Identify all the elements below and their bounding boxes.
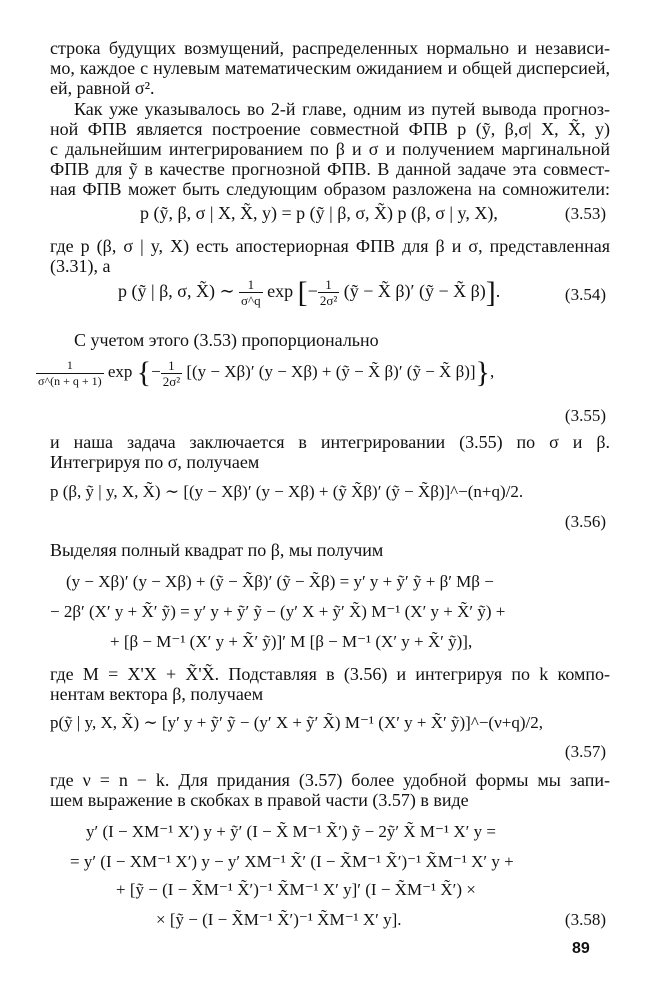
paragraph-line: С учетом этого (3.53) пропорционально <box>74 330 379 350</box>
paragraph-line: где ν = n − k. Для придания (3.57) более удобной формы мы запи- <box>50 770 610 790</box>
paragraph-line: где p (β, σ | y, X) есть апостериорная ФПВ для β и σ, представленная <box>50 236 610 256</box>
fraction: $\frac{1}{\text{2σ²}}$ <box>162 357 181 389</box>
paragraph-line: Выделяя полный квадрат по β, мы получим <box>50 540 384 560</box>
equation-line: = y′ (I − XM⁻¹ X′) y − y′ XM⁻¹ X̃′ (I − X̃M⁻¹ X̃′)⁻¹ X̃M⁻¹ X′ y + <box>70 852 514 871</box>
paragraph-line: где M = X'X + X̃'X̃. Подставляя в (3.56) и интегрируя по k компо- <box>50 664 610 684</box>
equation-3-56: p (β, ỹ | y, X, X̃) ∼ [(y − Xβ)′ (y − Xβ) + (ỹ X̃β)′ (ỹ − X̃β)]^−(n+q)/2. <box>50 482 524 501</box>
paragraph-line: нентам вектора β, получаем <box>50 684 264 704</box>
paragraph-line: (3.31), а <box>50 256 111 276</box>
exp-function: exp <box>267 281 294 301</box>
paragraph-line: ная ФПВ может быть следующим образом разложена на сомножители: <box>50 179 610 199</box>
paragraph-line: строка будущих возмущений, распределенных нормально и независи- <box>50 38 610 58</box>
fraction: $\frac{1}{\sigma\^{}q}$ <box>241 277 261 309</box>
equation-number: (3.55) <box>564 406 606 425</box>
equation-number: (3.58) <box>564 910 606 929</box>
paragraph-line: ФПВ для ỹ в качестве прогнозной ФПВ. В данной задаче эта совмест- <box>50 159 610 179</box>
equation-number: (3.54) <box>564 285 606 304</box>
equation-number: (3.57) <box>564 742 606 761</box>
equation-number: (3.56) <box>564 512 606 531</box>
exp-function: exp <box>107 362 133 381</box>
paragraph-line: Интегрируя по σ, получаем <box>50 452 260 472</box>
bracket-open: [ <box>297 276 308 309</box>
brace-open: { <box>136 356 152 389</box>
eq-body: [(y − Xβ)′ (y − Xβ) + (ỹ − X̃ β)′ (ỹ − X̃ β)] <box>186 362 476 381</box>
page-number: 89 <box>572 940 590 957</box>
paragraph-line: ной ФПВ является построение совместной ФПВ p (ỹ, β,σ| X, X̃, y) <box>50 119 610 139</box>
equation-line: + [ỹ − (I − X̃M⁻¹ X̃′)⁻¹ X̃M⁻¹ X′ y]′ (I − X̃M⁻¹ X̃′) × <box>116 880 476 899</box>
fraction: $\frac{1}{\sigma\^{}(n + q + 1)}$ <box>38 357 102 388</box>
equation-line: + [β − M⁻¹ (X′ y + X̃′ ỹ)]′ M [β − M⁻¹ (X′ y + X̃′ ỹ)], <box>110 632 473 651</box>
paragraph-line: Как уже указывалось во 2-й главе, одним из путей вывода прогноз- <box>74 99 610 119</box>
equation-line: − 2β′ (X′ y + X̃′ ỹ) = y′ y + ỹ′ ỹ − (y′ X + ỹ′ X̃) M⁻¹ (X′ y + X̃′ ỹ) + <box>50 602 506 621</box>
paragraph-line: и наша задача заключается в интегрировании (3.55) по σ и β. <box>50 432 610 452</box>
paragraph-line: с дальнейшим интегрированием по β и σ и получением маргинальной <box>50 139 610 159</box>
paragraph-line: шем выражение в скобках в правой части (3.57) в виде <box>50 790 469 810</box>
equation-3-53: p (ỹ, β, σ | X, X̃, y) = p (ỹ | β, σ, X̃) p (β, σ | y, X), <box>140 203 498 223</box>
equation-number: (3.53) <box>564 204 606 223</box>
equation-line: × [ỹ − (I − X̃M⁻¹ X̃′)⁻¹ X̃M⁻¹ X′ y]. <box>156 910 402 929</box>
eq-lhs: p (ỹ | β, σ, X̃) ∼ <box>118 281 235 301</box>
equation-3-55: $\frac{1}{\sigma\^{}(n + q + 1)}$ exp {− $\frac{1}{\text{2σ²}}$ [(y − Xβ)′ (y − Xβ) + (ỹ − X̃ β)′ (ỹ − X̃ β)]}, <box>38 356 495 389</box>
equation-line: y′ (I − XM⁻¹ X′) y + ỹ′ (I − X̃ M⁻¹ X̃′) ỹ − 2ỹ′ X̃ M⁻¹ X′ y = <box>86 822 496 841</box>
paragraph-line: мо, каждое с нулевым математическим ожиданием и общей дисперсией, <box>50 58 610 78</box>
paragraph-line: ей, равной σ². <box>50 78 155 98</box>
fraction: $\frac{1}{\text{2σ²}}$ <box>319 277 338 309</box>
brace-close: } <box>475 356 490 389</box>
equation-3-57: p(ỹ | y, X, X̃) ∼ [y′ y + ỹ′ ỹ − (y′ X + ỹ′ X̃) M⁻¹ (X′ y + X̃′ ỹ)]^−(ν+q)/2, <box>50 713 543 732</box>
equation-line: (y − Xβ)′ (y − Xβ) + (ỹ − X̃β)′ (ỹ − X̃β) = y′ y + ỹ′ ỹ + β′ Mβ − <box>66 572 494 591</box>
eq-body: (ỹ − X̃ β)′ (ỹ − X̃ β) <box>343 281 486 301</box>
equation-3-54: p (ỹ | β, σ, X̃) ∼ $\frac{1}{\sigma\^{}q}$ exp [− $\frac{1}{\text{2σ²}}$ (ỹ − X̃ β)′ (ỹ − X̃ β)]. <box>118 276 501 309</box>
bracket-close: ] <box>485 276 496 309</box>
